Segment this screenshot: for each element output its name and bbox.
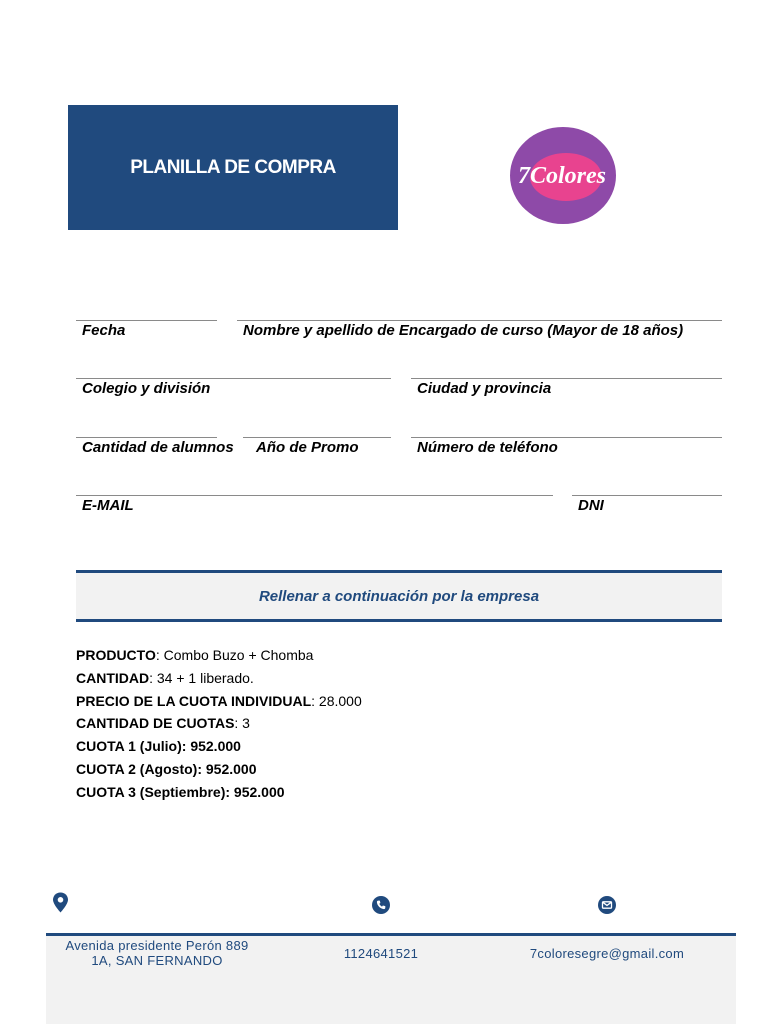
- phone-icon: [372, 896, 390, 914]
- location-pin-icon: [52, 892, 69, 913]
- band-text: Rellenar a continuación por la empresa: [258, 587, 540, 605]
- title-banner: [68, 105, 398, 230]
- footer-phone[interactable]: 1124641521: [343, 946, 419, 961]
- encargado-field[interactable]: [237, 320, 722, 339]
- precio-row: [76, 690, 362, 713]
- brand-logo: [510, 127, 616, 224]
- anio-promo-label: Año de Promo: [256, 439, 359, 456]
- cuotas-label: CANTIDAD DE CUOTAS: [76, 715, 235, 732]
- colegio-field[interactable]: [76, 378, 391, 397]
- cantidad-alumnos-field[interactable]: [76, 437, 234, 456]
- precio-label: PRECIO DE LA CUOTA INDIVIDUAL: [76, 692, 312, 709]
- logo-text: 7Colores: [517, 163, 607, 189]
- colegio-label: Colegio y división: [82, 380, 211, 397]
- address-line-2: 1A, SAN FERNANDO: [91, 953, 223, 968]
- order-details: [76, 644, 362, 804]
- precio-value: : 28.000: [311, 692, 362, 709]
- producto-row: [76, 644, 362, 667]
- producto-label: PRODUCTO: [76, 647, 156, 663]
- email-icon: [598, 896, 616, 914]
- cantidad-value: : 34 + 1 liberado.: [149, 669, 254, 686]
- email-label: E-MAIL: [82, 497, 134, 514]
- anio-promo-field[interactable]: [243, 437, 391, 456]
- cuota-2-row: [76, 758, 362, 781]
- telefono-field[interactable]: [411, 437, 722, 456]
- dni-field[interactable]: [572, 495, 722, 514]
- ciudad-label: Ciudad y provincia: [417, 380, 552, 397]
- cuota-3-row: [76, 781, 362, 804]
- ciudad-field[interactable]: [411, 378, 722, 397]
- email-field[interactable]: [76, 495, 553, 514]
- fecha-label: Fecha: [82, 322, 126, 339]
- cantidad-row: [76, 667, 362, 690]
- cantidad-alumnos-label: Cantidad de alumnos: [82, 439, 234, 456]
- cuotas-row: [76, 712, 362, 735]
- producto-value: : Combo Buzo + Chomba: [155, 647, 314, 663]
- address-line-1: Avenida presidente Perón 889: [65, 938, 249, 953]
- footer-address: [52, 938, 262, 968]
- footer-email[interactable]: 7coloresegre@gmail.com: [529, 946, 685, 961]
- telefono-label: Número de teléfono: [417, 439, 558, 456]
- cuota-3: CUOTA 3 (Septiembre): 952.000: [76, 783, 285, 800]
- cantidad-label: CANTIDAD: [76, 669, 150, 686]
- cuota-1: CUOTA 1 (Julio): 952.000: [76, 738, 241, 755]
- cuotas-value: : 3: [234, 715, 250, 732]
- cuota-1-row: [76, 735, 362, 758]
- fecha-field[interactable]: [76, 320, 217, 339]
- page-title: PLANILLA DE COMPRA: [130, 156, 336, 178]
- company-section-band: [76, 570, 722, 622]
- dni-label: DNI: [578, 497, 604, 514]
- cuota-2: CUOTA 2 (Agosto): 952.000: [76, 760, 257, 777]
- encargado-label: Nombre y apellido de Encargado de curso (Mayor de 18 años): [243, 322, 684, 339]
